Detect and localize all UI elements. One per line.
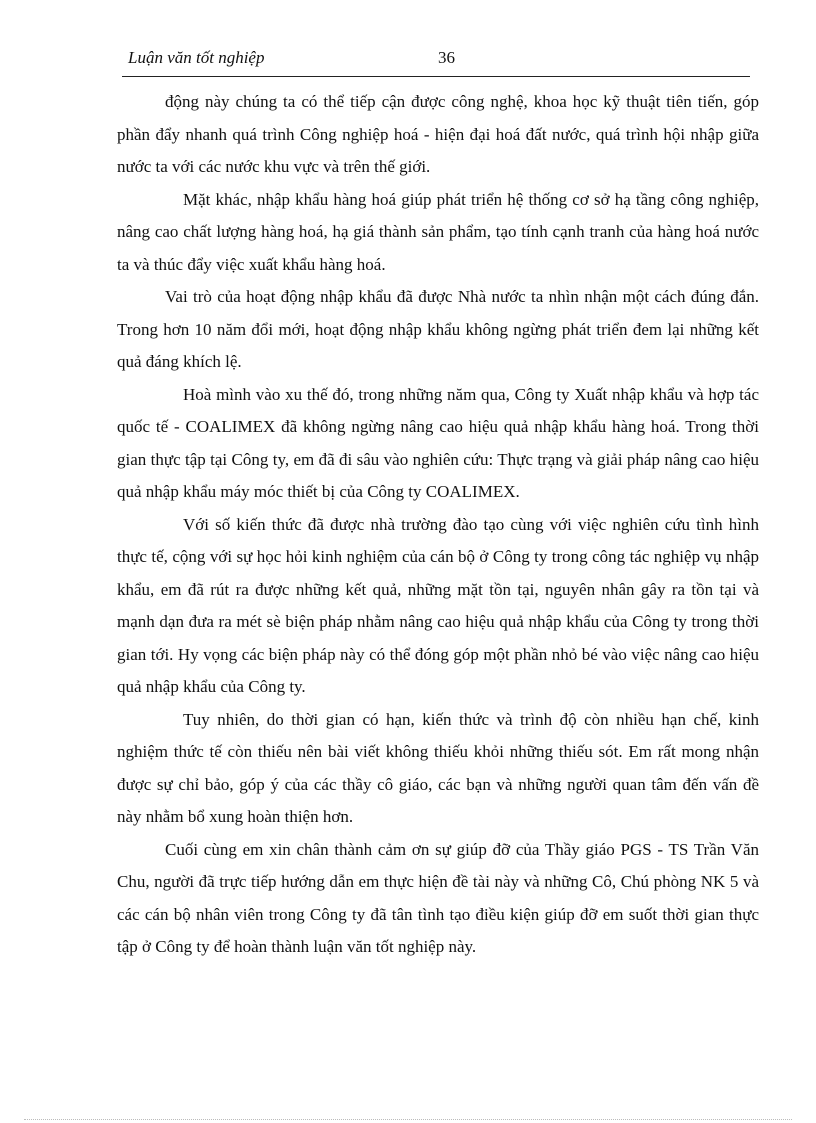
paragraph-import-role: Vai trò của hoạt động nhập khẩu đã được Nhà nước ta nhìn nhận một cách đúng đắn. Trong hơn 10 năm đổi mới, hoạt động nhập khẩu không ngừng phát triển đem lại những kết quả đáng khích lệ.	[117, 287, 759, 371]
page-number: 36	[438, 48, 455, 67]
paragraph-limitations: Tuy nhiên, do thời gian có hạn, kiến thức và trình độ còn nhiều hạn chế, kinh nghiệm thức tế còn thiếu nên bài viết không thiếu khỏi những thiếu sót. Em rất mong nhận được sự chỉ bảo, góp ý của các thầy cô giáo, các bạn và những người quan tâm đến vấn đề này nhằm bổ xung hoàn thiện hơn.	[117, 709, 759, 826]
paragraph-import-infrastructure: Mặt khác, nhập khẩu hàng hoá giúp phát triển hệ thống cơ sở hạ tầng công nghiệp, nâng cao chất lượng hàng hoá, hạ giá thành sản phẩm, tạo tính cạnh tranh của hàng hoá nước ta và thúc đẩy việc xuất khẩu hàng hoá.	[117, 189, 759, 274]
page-header	[122, 44, 750, 77]
page-bottom-divider	[24, 1119, 792, 1120]
paragraph-coalimex-intro: Hoà mình vào xu thế đó, trong những năm qua, Công ty Xuất nhập khẩu và hợp tác quốc tế - COALIMEX đã không ngừng nâng cao hiệu quả nhập khẩu hàng hoá. Trong thời gian thực tập tại Công ty, em đã đi sâu vào nghiên cứu: Thực trạng và giải pháp nâng cao hiệu quả nhập khẩu máy móc thiết bị của Công ty COALIMEX.	[117, 384, 759, 501]
paragraph-knowledge-results: Với số kiến thức đã được nhà trường đào tạo cùng với việc nghiên cứu tình hình thực tế, cộng với sự học hỏi kinh nghiệm của cán bộ ở Công ty trong công tác nghiệp vụ nhập khẩu, em đã rút ra được những kết quả, những mặt tồn tại, nguyên nhân gây ra tồn tại và mạnh dạn đưa ra mét sè biện pháp nhằm nâng cao hiệu quả nhập khẩu của Công ty trong thời gian tới. Hy vọng các biện pháp này có thể đóng góp một phần nhỏ bé vào việc nâng cao hiệu quả nhập khẩu của Công ty.	[117, 514, 759, 696]
header-title: Luận văn tốt nghiệp	[128, 48, 265, 67]
paragraph-acknowledgements: Cuối cùng em xin chân thành cảm ơn sự giúp đỡ của Thầy giáo PGS - TS Trần Văn Chu, người đã trực tiếp hướng dẫn em thực hiện đề tài này và những Cô, Chú phòng NK 5 và các cán bộ nhân viên trong Công ty đã tân tình tạo điều kiện giúp đỡ em suốt thời gian thực tập ở Công ty để hoàn thành luận văn tốt nghiệp này.	[117, 839, 759, 956]
document-body	[117, 86, 759, 964]
paragraph-continuation: động này chúng ta có thể tiếp cận được công nghệ, khoa học kỹ thuật tiên tiến, góp phần đẩy nhanh quá trình Công nghiệp hoá - hiện đại hoá đất nước, quá trình hội nhập giữa nước ta với các nước khu vực và trên thế giới.	[117, 92, 759, 176]
